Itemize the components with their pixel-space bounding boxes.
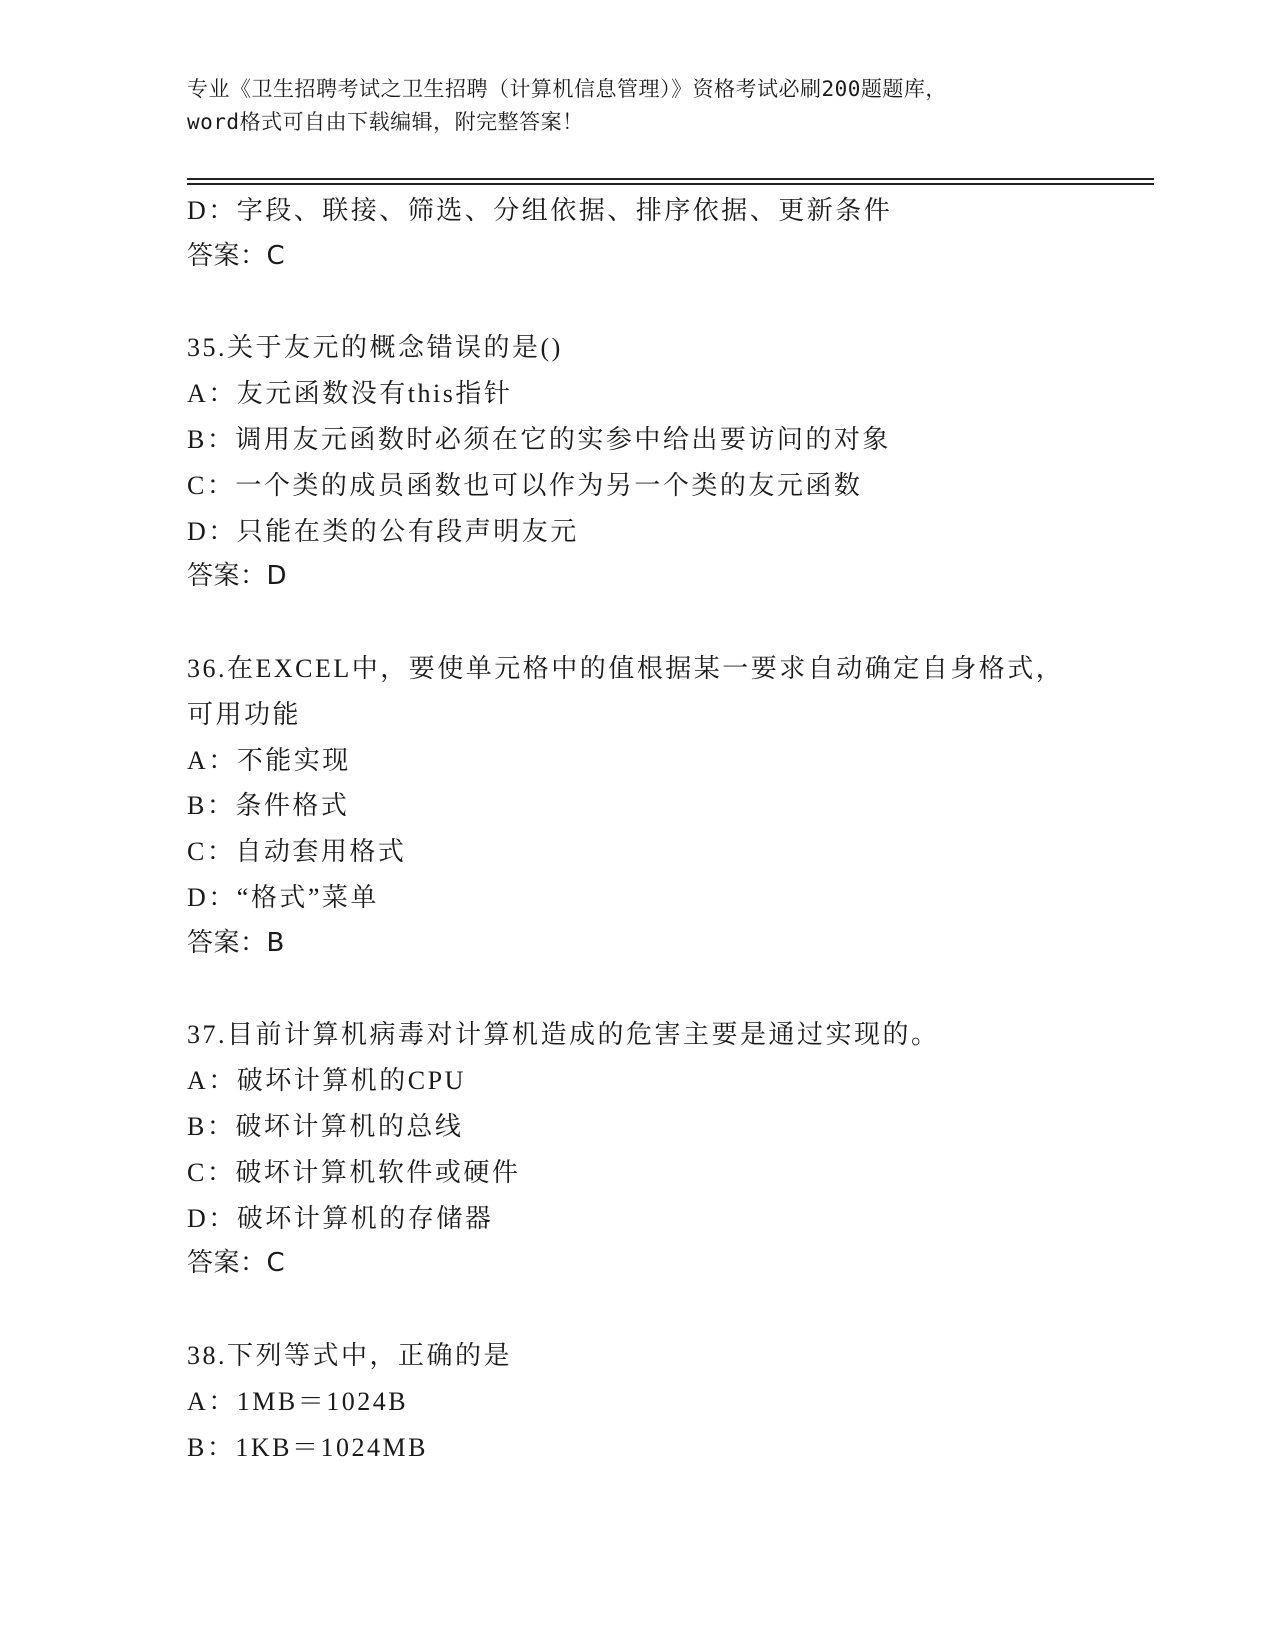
question-stem-38: 38.下列等式中，正确的是 (187, 1340, 513, 1370)
answer-line: 答案：C (187, 240, 286, 271)
option-c: C：一个类的成员函数也可以作为另一个类的友元函数 (187, 470, 863, 500)
document-header (187, 73, 1087, 139)
option-c: C：破坏计算机软件或硬件 (187, 1157, 521, 1187)
option-d: D：只能在类的公有段声明友元 (187, 516, 579, 546)
header-divider-bottom (187, 183, 1154, 185)
option-a: A：不能实现 (187, 745, 351, 775)
question-stem-35: 35.关于友元的概念错误的是() (187, 333, 563, 363)
option-c: C：自动套用格式 (187, 837, 407, 867)
spacer (187, 967, 1147, 1013)
answer-line: 答案：B (187, 927, 285, 958)
answer-line: 答案：D (187, 561, 288, 592)
option-d: D：字段、联接、筛选、分组依据、排序依据、更新条件 (187, 196, 893, 225)
spacer (187, 1287, 1147, 1333)
option-d: D：“格式”菜单 (187, 882, 379, 912)
option-a: A：破坏计算机的CPU (187, 1066, 466, 1096)
question-list (187, 188, 1147, 1470)
spacer (187, 280, 1147, 326)
option-a: A：1MB＝1024B (187, 1386, 409, 1416)
question-stem-36-continued: 可用功能 (187, 699, 302, 729)
question-stem-37: 37.目前计算机病毒对计算机造成的危害主要是通过实现的。 (187, 1020, 940, 1050)
header-divider-top (187, 178, 1154, 180)
header-title-line-2: word格式可自由下载编辑，附完整答案！ (187, 110, 584, 134)
option-a: A：友元函数没有this指针 (187, 379, 513, 409)
option-d: D：破坏计算机的存储器 (187, 1203, 494, 1233)
option-b: B：1KB＝1024MB (187, 1432, 428, 1462)
option-b: B：调用友元函数时必须在它的实参中给出要访问的对象 (187, 424, 891, 454)
spacer (187, 600, 1147, 646)
option-b: B：破坏计算机的总线 (187, 1111, 464, 1141)
question-stem-36: 36.在EXCEL中，要使单元格中的值根据某一要求自动确定自身格式， (187, 653, 1065, 683)
header-title-line-1: 专业《卫生招聘考试之卫生招聘（计算机信息管理）》资格考试必刷200题题库， (187, 77, 947, 101)
option-b: B：条件格式 (187, 791, 350, 821)
answer-line: 答案：C (187, 1248, 286, 1279)
